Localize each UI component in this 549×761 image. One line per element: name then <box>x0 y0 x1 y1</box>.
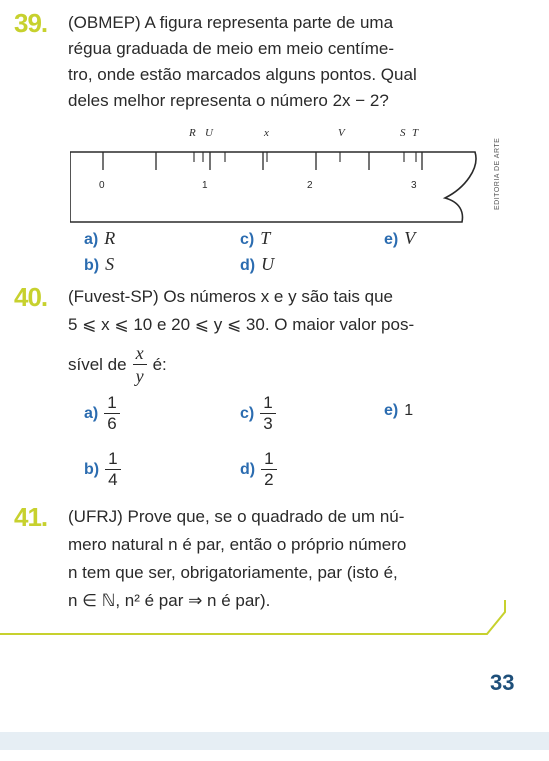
question-39-number: 39. <box>14 8 48 38</box>
ruler-label-t: T <box>412 127 419 139</box>
q40-line-3: sível de $\frac{x}{y}$ é: <box>68 343 167 386</box>
q40-option-e[interactable]: e) 1 <box>384 402 414 419</box>
q40-option-a[interactable]: a) $\frac{1}{6}$ <box>84 393 120 434</box>
q39-option-b[interactable]: b) S <box>84 254 115 274</box>
q39-option-e[interactable]: e) V <box>384 228 416 248</box>
q40-line-1: (Fuvest-SP) Os números x e y são tais que <box>68 287 394 306</box>
ruler-label-u: U <box>205 127 213 139</box>
q39-option-d[interactable]: d) U <box>240 254 275 274</box>
ruler-number-0: 0 <box>99 180 105 191</box>
q40-option-d[interactable]: d) $\frac{1}{2}$ <box>240 449 277 490</box>
ruler-label-v: V <box>338 127 345 139</box>
footer-band <box>0 732 549 750</box>
q40-option-b[interactable]: b) $\frac{1}{4}$ <box>84 449 121 490</box>
ruler-number-3: 3 <box>411 180 417 191</box>
q41-line-4: n ∈ ℕ, n² é par ⇒ n é par). <box>68 591 271 610</box>
q41-line-2: mero natural n é par, então o próprio número <box>68 535 407 554</box>
question-41-number: 41. <box>14 502 48 532</box>
ruler-label-s: S <box>400 127 406 139</box>
decorative-frame-line <box>0 600 549 640</box>
ruler-number-2: 2 <box>307 180 313 191</box>
q39-line-2: régua graduada de meio em meio centíme- <box>68 39 395 58</box>
q41-line-3: n tem que ser, obrigatoriamente, par (isto é, <box>68 563 398 582</box>
q40-line-2: 5 ⩽ x ⩽ 10 e 20 ⩽ y ⩽ 30. O maior valor pos- <box>68 315 415 334</box>
q39-option-c[interactable]: c) T <box>240 228 271 248</box>
ruler-label-r: R <box>189 127 196 139</box>
fraction-x-over-y: $\frac{x}{y}$ <box>133 342 147 387</box>
q41-line-1: (UFRJ) Prove que, se o quadrado de um nú- <box>68 507 405 526</box>
q39-line-1: (OBMEP) A figura representa parte de uma <box>68 13 394 32</box>
image-credit: EDITORIA DE ARTE <box>494 137 501 210</box>
ruler-number-1: 1 <box>202 180 208 191</box>
question-40-number: 40. <box>14 282 48 312</box>
page-number: 33 <box>490 670 515 695</box>
q39-option-a[interactable]: a) R <box>84 228 116 248</box>
ruler-figure <box>70 118 490 238</box>
q39-line-4: deles melhor representa o número 2x − 2? <box>68 91 389 110</box>
q40-option-c[interactable]: c) $\frac{1}{3}$ <box>240 393 276 434</box>
q39-line-3: tro, onde estão marcados alguns pontos. Qual <box>68 65 417 84</box>
ruler-label-x: x <box>264 127 269 139</box>
